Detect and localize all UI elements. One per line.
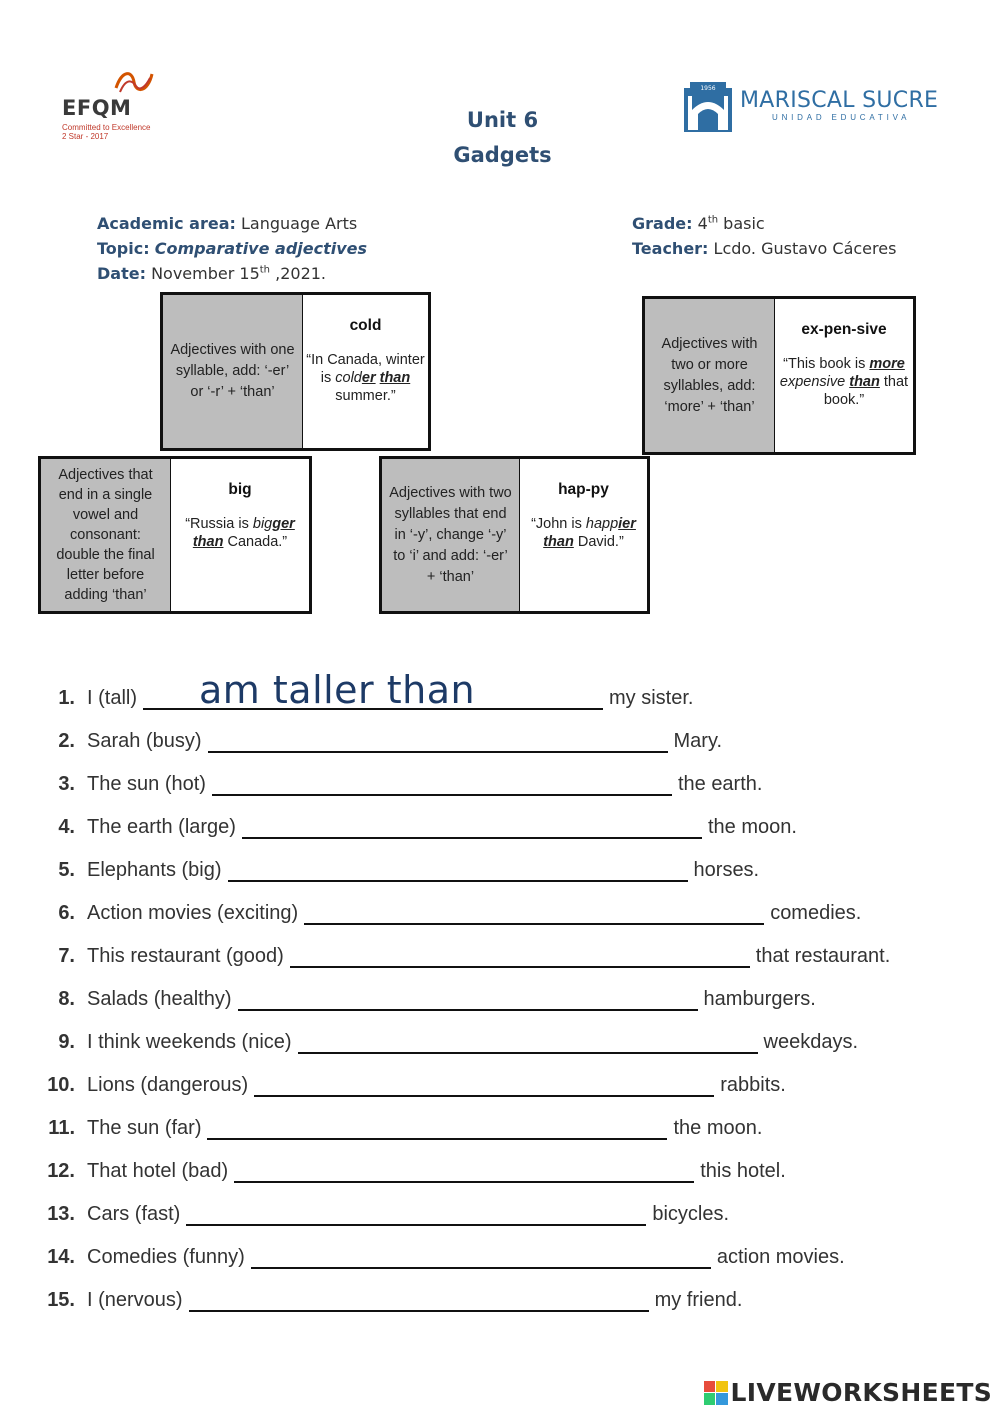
exercise-item: [0, 811, 797, 839]
exercise-prompt: Sarah (busy): [87, 730, 202, 752]
answer-input[interactable]: [251, 1241, 711, 1269]
exercise-number: 14.: [47, 1246, 75, 1268]
efqm-ribbon-icon: [112, 66, 156, 96]
liveworksheets-wordmark: LIVEWORKSHEETS: [730, 1378, 992, 1407]
efqm-logo: [62, 66, 172, 146]
exercise-ending: the moon.: [707, 816, 797, 838]
efqm-tagline: Committed to Excellence 2 Star - 2017: [62, 123, 151, 141]
exercise-prompt: Salads (healthy): [87, 988, 232, 1010]
exercise-number: 2.: [58, 730, 75, 752]
exercise-number: 8.: [58, 988, 75, 1010]
answer-input[interactable]: [290, 940, 750, 968]
answer-input[interactable]: [234, 1155, 694, 1183]
exercise-item: [0, 1112, 762, 1140]
answer-input[interactable]: [186, 1198, 646, 1226]
exercise-prompt: That hotel (bad): [87, 1160, 229, 1182]
exercise-prompt: I think weekends (nice): [87, 1031, 292, 1053]
answer-input[interactable]: [208, 725, 668, 753]
exercise-prompt: The earth (large): [87, 816, 236, 838]
liveworksheets-brand: [704, 1378, 992, 1407]
exercise-item: [0, 768, 762, 796]
exercise-prompt: I (nervous): [87, 1289, 183, 1311]
exercise-number: 6.: [58, 902, 75, 924]
exercise-ending: rabbits.: [720, 1074, 786, 1096]
exercise-prompt: Elephants (big): [87, 859, 222, 881]
exercise-item: [0, 1155, 786, 1183]
exercise-prompt: Cars (fast): [87, 1203, 181, 1225]
exercise-number: 12.: [47, 1160, 75, 1182]
rule-text: Adjectives with two or more syllables, add: ‘more’ + ‘than’: [645, 299, 775, 452]
exercise-prompt: The sun (hot): [87, 773, 206, 795]
school-seal-icon: [682, 80, 734, 134]
exercise-number: 9.: [58, 1031, 75, 1053]
exercise-ending: the earth.: [677, 773, 763, 795]
exercise-ending: my friend.: [654, 1289, 743, 1311]
exercise-item: [0, 668, 694, 712]
exercise-item: [0, 1198, 729, 1226]
rule-box-two-or-more: [642, 296, 916, 455]
rule-text: Adjectives that end in a single vowel and consonant: double the final letter before adding ‘than’: [41, 459, 171, 611]
exercise-item: [0, 1284, 742, 1312]
answer-input[interactable]: [242, 811, 702, 839]
answer-input[interactable]: [304, 897, 764, 925]
svg-text:1956: 1956: [700, 85, 716, 92]
exercise-number: 4.: [58, 816, 75, 838]
exercise-item: [0, 940, 890, 968]
answer-input[interactable]: [228, 854, 688, 882]
answer-input[interactable]: [212, 768, 672, 796]
answer-input[interactable]: [207, 1112, 667, 1140]
exercise-item: [0, 725, 722, 753]
exercise-prompt: I (tall): [87, 687, 137, 709]
exercise-prompt: Lions (dangerous): [87, 1074, 249, 1096]
exercise-number: 13.: [47, 1203, 75, 1225]
exercise-item: [0, 897, 861, 925]
exercise-number: 5.: [58, 859, 75, 881]
exercise-number: 1.: [58, 687, 75, 709]
liveworksheets-logo-icon: [704, 1381, 728, 1405]
exercise-ending: my sister.: [609, 687, 694, 709]
exercise-ending: horses.: [693, 859, 760, 881]
school-logo: [682, 80, 952, 136]
date: Date: November 15th ,2021.: [97, 264, 327, 283]
exercise-item: [0, 1241, 845, 1269]
exercise-ending: bicycles.: [652, 1203, 730, 1225]
academic-area: Academic area: Language Arts: [97, 214, 358, 233]
rule-example: ex-pen-sive “This book is more expensive than that book.”: [779, 321, 909, 408]
answer-input[interactable]: [238, 983, 698, 1011]
rule-example: big “Russia is bigger than Canada.”: [185, 481, 295, 550]
exercise-ending: comedies.: [770, 902, 862, 924]
rule-box-ending-y: [379, 456, 650, 614]
exercise-ending: this hotel.: [700, 1160, 786, 1182]
answer-input[interactable]: [254, 1069, 714, 1097]
unit-title: Unit 6: [466, 108, 539, 132]
rule-text: Adjectives with two syllables that end in ‘-y’, change ‘-y’ to ‘i’ and add: ‘-er’ + ‘than’: [382, 459, 520, 611]
unit-subtitle: Gadgets: [453, 143, 552, 167]
rule-box-double-letter: [38, 456, 312, 614]
exercise-ending: Mary.: [673, 730, 723, 752]
school-name: MARISCAL SUCRE: [740, 88, 939, 113]
rule-example: hap-py “John is happier than David.”: [531, 481, 636, 550]
rule-text: Adjectives with one syllable, add: ‘-er’ or ‘-r’ + ‘than’: [163, 295, 303, 448]
answer-text: am taller than: [199, 668, 476, 712]
answer-input[interactable]: [189, 1284, 649, 1312]
rule-example: cold “In Canada, winter is colder than summer.”: [306, 317, 425, 404]
exercise-prompt: The sun (far): [87, 1117, 202, 1139]
answer-input[interactable]: [143, 668, 603, 712]
exercise-ending: weekdays.: [763, 1031, 859, 1053]
exercise-ending: the moon.: [673, 1117, 763, 1139]
exercise-item: [0, 1069, 786, 1097]
rule-box-one-syllable: [160, 292, 431, 451]
school-subtitle: UNIDAD EDUCATIVA: [772, 113, 911, 122]
exercise-item: [0, 983, 816, 1011]
exercise-prompt: This restaurant (good): [87, 945, 284, 967]
exercise-prompt: Comedies (funny): [87, 1246, 245, 1268]
exercise-number: 11.: [48, 1117, 75, 1139]
teacher: Teacher: Lcdo. Gustavo Cáceres: [632, 239, 897, 258]
exercise-ending: action movies.: [716, 1246, 845, 1268]
exercise-number: 10.: [47, 1074, 75, 1096]
answer-input[interactable]: [298, 1026, 758, 1054]
exercise-number: 15.: [47, 1289, 75, 1311]
efqm-wordmark: EFQM: [62, 96, 132, 120]
exercise-number: 3.: [58, 773, 75, 795]
exercise-ending: hamburgers.: [703, 988, 816, 1010]
exercise-item: [0, 1026, 858, 1054]
grade: Grade: 4th basic: [632, 214, 765, 233]
exercise-ending: that restaurant.: [755, 945, 891, 967]
topic: Topic: Comparative adjectives: [97, 239, 368, 258]
exercise-prompt: Action movies (exciting): [87, 902, 299, 924]
exercise-number: 7.: [58, 945, 75, 967]
exercise-item: [0, 854, 759, 882]
